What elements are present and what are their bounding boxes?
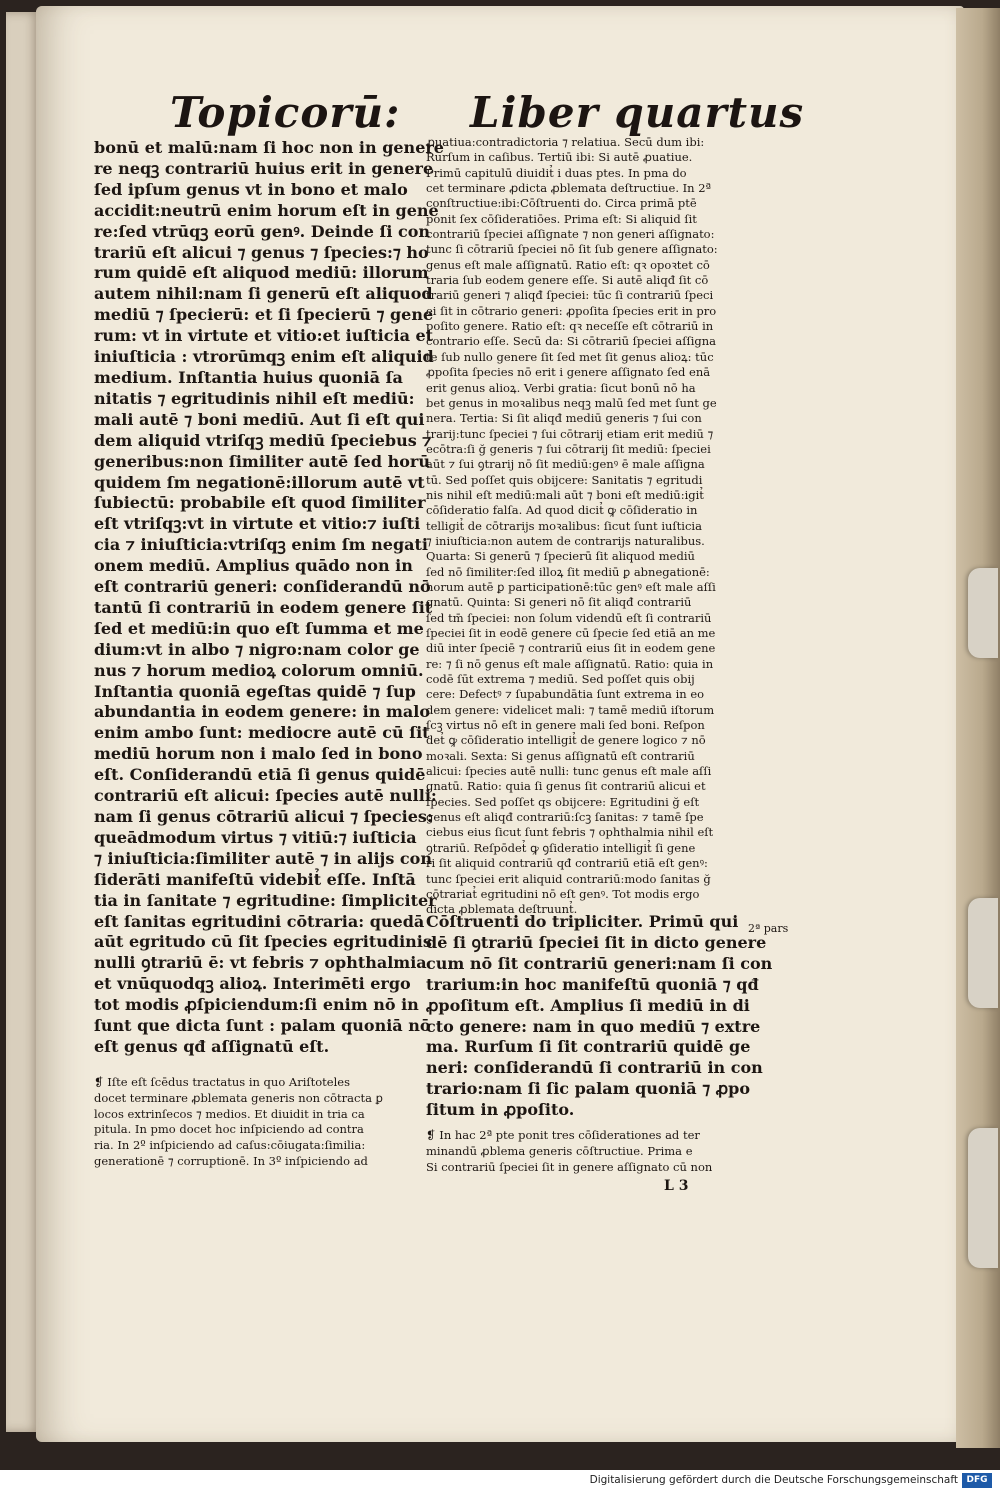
text-line: trariū generi ⁊ aliqđ ſpeciei: tūc ſi contrariū ſpeci (426, 288, 714, 303)
text-line: ſitum in ꝓpoſito. (426, 1100, 575, 1120)
text-line: ria. In 2º inſpiciendo ad caſus:cōiugata:ſimilia: (94, 1138, 366, 1153)
text-line: eſt contrariū generi: conſiderandū nō (94, 577, 431, 597)
footer-bar (0, 1470, 1000, 1492)
text-line: eſt vtriſqꝫ:vt in virtute et vitio:⁊ iuſti (94, 514, 421, 534)
text-line: rum: vt in virtute et vitio:et iuſticia et (94, 326, 434, 346)
signature-mark: L 3 (664, 1178, 689, 1194)
text-line: ei ſit in cōtrario generi: ꝓpoſita ſpecies erit in pro (426, 303, 717, 318)
text-line: dē ſi ꝯtrariū ſpeciei ſit in dicto genere (426, 932, 767, 952)
text-line: trarij:tunc ſpeciei ⁊ ſui cōtrarij etiam erit mediū ⁊ (426, 426, 714, 441)
running-head-right: Liber quartus (470, 88, 805, 137)
text-line: erit genus alioꝝ. Verbi gratia: ſicut bonū nō ha (426, 380, 696, 395)
text-line: trariū eſt alicui ⁊ genus ⁊ ſpecies:⁊ ho (94, 242, 429, 262)
text-line: contrariū eſt alicui: ſpecies autē nulli: (94, 786, 437, 806)
text-line: tantū ſi contrariū in eodem genere ſit (94, 597, 433, 617)
text-line: gnatū. Quinta: Si generi nō ſit aliqđ contrariū (426, 595, 692, 610)
text-line: tū. Sed poſſet quis obijcere: Sanitatis ⁊ egritudi (426, 472, 703, 487)
text-line: ſpeciei ſit in eodē genere cū ſpecie ſed etiā an me (426, 626, 716, 640)
text-line: queādmodum virtus ⁊ vitiū:⁊ iuſticia (94, 827, 417, 847)
text-line: genus eſt male aſſignatū. Ratio eſt: qꝛ opoꝛtet cō (426, 257, 710, 272)
text-line: ciebus eius ſicut ſunt febris ⁊ ophthalmia nihil eſt (426, 825, 714, 840)
text-line: te ſub nullo genere ſit ſed met ſit genus alioꝝ: tūc (426, 349, 714, 364)
text-line: mediū horum non i malo ſed in bono (94, 744, 423, 764)
text-line: poſito genere. Ratio eſt: qꝛ neceſſe eſt cōtrariū in (426, 319, 714, 334)
text-line: ponit ſex cōſideratiōes. Prima eſt: Si aliquid ſit (426, 211, 697, 226)
text-line: traria ſub eodem genere eſſe. Si autē aliqđ ſit cō (426, 273, 709, 288)
text-line: mediū ⁊ ſpecierū: et ſi ſpecierū ⁊ gene (94, 305, 434, 325)
text-line: conſtructiue:ibi:Cōſtruenti do. Circa primā ptē (426, 196, 697, 211)
text-line: nitatis ⁊ egritudinis nihil eſt mediū: (94, 388, 415, 408)
text-line: Quarta: Si generū ⁊ ſpecierū ſit aliquod mediū (426, 549, 695, 564)
text-line: eſt ſanitas egritudini cōtraria: quedā (94, 911, 425, 931)
text-line: tunc ſpeciei erit aliquid contrariū:modo ſanitas ğ (426, 871, 711, 886)
text-line: nus ⁊ horum medioꝝ colorum omniū. (94, 660, 424, 680)
text-line: trario:nam ſi ſic palam quoniā ⁊ ꝓpo (426, 1079, 750, 1099)
text-line: ſunt que dicta ſunt : palam quoniā nō (94, 1016, 431, 1036)
main-text-left-column (94, 138, 444, 1058)
text-line: generationē ⁊ corruptionē. In 3º inſpiciendo ad (94, 1153, 368, 1168)
text-line: horum autē ꝑ participationē:tūc genꝰ eſt male aſſi (426, 579, 716, 594)
commentary-right-column (426, 135, 762, 918)
text-line: re neqꝫ contrariū huius erit in genere (94, 158, 434, 178)
text-line: re: ⁊ ſi nō genus eſt male aſſignatū. Ratio: quia in (426, 656, 714, 671)
text-line: ri ſit aliquid contrariū qđ contrariū etiā eſt genꝰ: (426, 856, 708, 871)
text-line: ſed tm̄ ſpeciei: non ſolum videndū eſt ſi contrariū (426, 610, 712, 625)
text-line: aūt egritudo cū ſit ſpecies egritudinis (94, 932, 432, 952)
text-line: Cōſtruenti do tripliciter. Primū qui (426, 912, 739, 931)
text-line: ꝓpoſita ſpecies nō erit i genere aſſignato ſed enā (426, 365, 711, 380)
text-line: nam ſi genus cōtrariū alicui ⁊ ſpecies: (94, 807, 433, 826)
text-line: nera. Tertia: Si ſit aliqđ mediū generis ⁊ ſui con (426, 411, 702, 426)
commentary-left-column (94, 1075, 406, 1170)
text-line: moꝛali. Sexta: Si genus aſſignatū eſt contrariū (426, 748, 695, 763)
text-line: aūt ⁊ ſui ꝯtrarij nō ſit mediū:genꝰ ē male aſſigna (426, 457, 705, 472)
text-line: contrario eſſe. Secū da: Si cōtrariū ſpeciei aſſigna (426, 334, 717, 349)
text-line: dem genere: videlicet mali: ⁊ tamē mediū iſtorum (426, 702, 715, 717)
text-line: diū inter ſpeciē ⁊ contrariū eius ſit in eodem gene (426, 641, 716, 656)
text-line: ❡ In hac 2ª pte ponit tres cōſiderationes ad ter (426, 1128, 700, 1142)
text-line: cere: Defectꝰ ⁊ ſupabundātia ſunt extrema in eo (426, 687, 705, 702)
text-line: ꝓuatiua:contradictoria ⁊ relatiua. Secū dum ibi: (426, 135, 705, 149)
text-line: ſed et mediū:in quo eſt ſumma et me (94, 618, 424, 638)
text-line: locos extrinſecos ⁊ medios. Et diuidit in tria ca (94, 1106, 365, 1121)
text-line: medium. Inſtantia huius quoniā ſa (94, 367, 403, 387)
text-line: eſt. Conſiderandū etiā ſi genus quidē (94, 765, 426, 785)
text-line: Rurſum in caſibus. Tertiū ibi: Si autē ꝓuatiue. (426, 150, 693, 165)
text-line: ⁊ iniuſticia:ſimiliter autē ⁊ in alijs con (94, 848, 432, 868)
text-line: docet terminare ꝓblemata generis non cōtracta ꝑ (94, 1090, 383, 1105)
text-line: ma. Rurſum ſi ſit contrariū quidē ge (426, 1037, 751, 1057)
running-head-left: Topicorū: (170, 88, 401, 137)
marginal-label: 2ª pars (748, 922, 789, 935)
text-line: ſed nō ſimiliter:ſed illoꝝ ſit mediū ꝑ abnegationē: (426, 564, 710, 579)
text-line: ſed ipſum genus vt in bono et malo (94, 179, 408, 199)
text-line: ⁊ iniuſticia:non autem de contrarijs naturalibus. (426, 533, 705, 548)
text-line: abundantia in eodem genere: in malo (94, 702, 431, 722)
text-line: pitula. In pmo docet hoc inſpiciendo ad contra (94, 1122, 364, 1137)
text-line: accidit:neutrū enim horum eſt in gene (94, 200, 439, 220)
text-line: ❡ Iſte eſt ſcēdus tractatus in quo Ariſtoteles (94, 1075, 350, 1089)
text-line: ꝯtrariū. Reſpōdet̉ ꝙ ꝯſideratio intelligit̉ ſi gene (426, 840, 696, 855)
text-line: cōſideratio falſa. Ad quod dicit̉ ꝙ cōſideratio in (426, 503, 698, 518)
text-line: enim ambo ſunt: mediocre autē cū ſit (94, 723, 430, 743)
dfg-logo: DFG (962, 1473, 992, 1488)
text-line: et vnūquodqꝫ alioꝝ. Interimēti ergo (94, 974, 411, 994)
text-line: mali autē ⁊ boni mediū. Aut ſi eſt qui (94, 409, 425, 429)
text-line: dicta ꝓblemata deſtruunt̉. (426, 902, 578, 917)
text-line: gnatū. Ratio: quia ſi genus ſit contrariū alicui et (426, 779, 706, 794)
text-line: tunc ſi cōtrariū ſpeciei nō ſit ſub genere aſſignato: (426, 242, 718, 257)
text-line: codē ſūt extrema ⁊ mediū. Sed poſſet quis obij (426, 672, 695, 687)
text-line: dium:vt in albo ⁊ nigro:nam color ge (94, 639, 420, 659)
text-line: neri: conſiderandū ſi contrariū in con (426, 1058, 763, 1078)
text-line: alicui: ſpecies autē nulli: tunc genus eſt male aſſi (426, 764, 712, 779)
text-line: eſt genus qđ aſſignatū eſt. (94, 1036, 330, 1056)
text-line: telligit̉ de cōtrarijs moꝛalibus: ſicut ſunt iuſticia (426, 518, 702, 533)
text-line: cto genere: nam in quo mediū ⁊ extre (426, 1016, 761, 1036)
text-line: trarium:in hoc manifeſtū quoniā ⁊ qđ (426, 974, 759, 994)
footer-credit: Digitalisierung gefördert durch die Deutsche Forschungsgemeinschaft (589, 1474, 958, 1486)
commentary-right-note (426, 1128, 744, 1175)
text-line: Primū capitulū diuidit̉ i duas ptes. In pma do (426, 165, 687, 180)
text-line: Si contrariū ſpeciei ſit in genere aſſignato cū non (426, 1159, 713, 1174)
text-line: det̉ ꝙ cōſideratio intelligit̉ de genere logico ⁊ nō (426, 733, 706, 748)
text-line: bonū et malū:nam ſi hoc non in genere (94, 138, 444, 157)
text-line: nulli ꝯtrariū ē: vt febris ⁊ ophthalmia (94, 953, 427, 973)
text-line: Inſtantia quoniā egeſtas quidē ⁊ ſup (94, 681, 416, 701)
text-line: contrariū ſpeciei aſſignate ⁊ non generi aſſignato: (426, 227, 715, 242)
text-line: quidem ſm negationē:illorum autē vt (94, 472, 425, 492)
text-line: ꝓpoſitum eſt. Amplius ſi mediū in di (426, 995, 750, 1015)
text-line: cum nō ſit contrariū generi:nam ſi con (426, 953, 773, 973)
text-line: iniuſticia : vtrorūmqꝫ enim eſt aliquid (94, 347, 434, 367)
text-line: bet genus in moꝛalibus neqꝫ malū ſed met ſunt ge (426, 395, 717, 410)
text-line: dem aliquid vtriſqꝫ mediū ſpeciebus ⁊ (94, 430, 432, 450)
text-line: onem mediū. Amplius quādo non in (94, 556, 413, 576)
text-line: tia in ſanitate ⁊ egritudine: ſimpliciter (94, 890, 437, 910)
text-line: nis nihil eſt mediū:mali aūt ⁊ boni eſt mediū:igit̉ (426, 487, 704, 502)
text-line: re:ſed vtrūqꝫ eorū genꝰ. Deinde ſi con (94, 221, 431, 241)
text-line: generibus:non ſimiliter autē ſed horū (94, 451, 430, 471)
text-line: ecōtra:ſi ğ generis ⁊ ſui cōtrarij ſit mediū: ſpeciei (426, 441, 711, 456)
text-line: rum quidē eſt aliquod mediū: illorum (94, 263, 429, 283)
text-line: genus eſt aliqđ contrariū:ſcꝫ ſanitas: ⁊ tamē ſpe (426, 810, 704, 825)
text-line: cōtrariat̉ egritudini nō eſt genꝰ. Tot modis ergo (426, 886, 700, 901)
text-line: autem nihil:nam ſi generū eſt aliquod (94, 284, 433, 304)
text-line: tot modis ꝓſpiciendum:ſi enim nō in (94, 995, 419, 1015)
text-line: cet terminare ꝓdicta ꝓblemata deſtructiue. In 2ª (426, 181, 712, 196)
text-line: ſubiectū: probabile eſt quod ſimiliter (94, 493, 426, 513)
text-line: ſpecies. Sed poſſet qs obijcere: Egritudini ğ eſt (426, 794, 700, 809)
text-line: minandū ꝓblema generis cōſtructiue. Prima e (426, 1143, 693, 1158)
text-line: cia ⁊ iniuſticia:vtriſqꝫ enim ſm negati (94, 535, 428, 555)
text-line: ſcꝫ virtus nō eſt in genere mali ſed boni. Reſpon (426, 718, 705, 733)
text-line: ſiderāti manifeſtū videbit̉ eſſe. Inſtā (94, 869, 416, 889)
